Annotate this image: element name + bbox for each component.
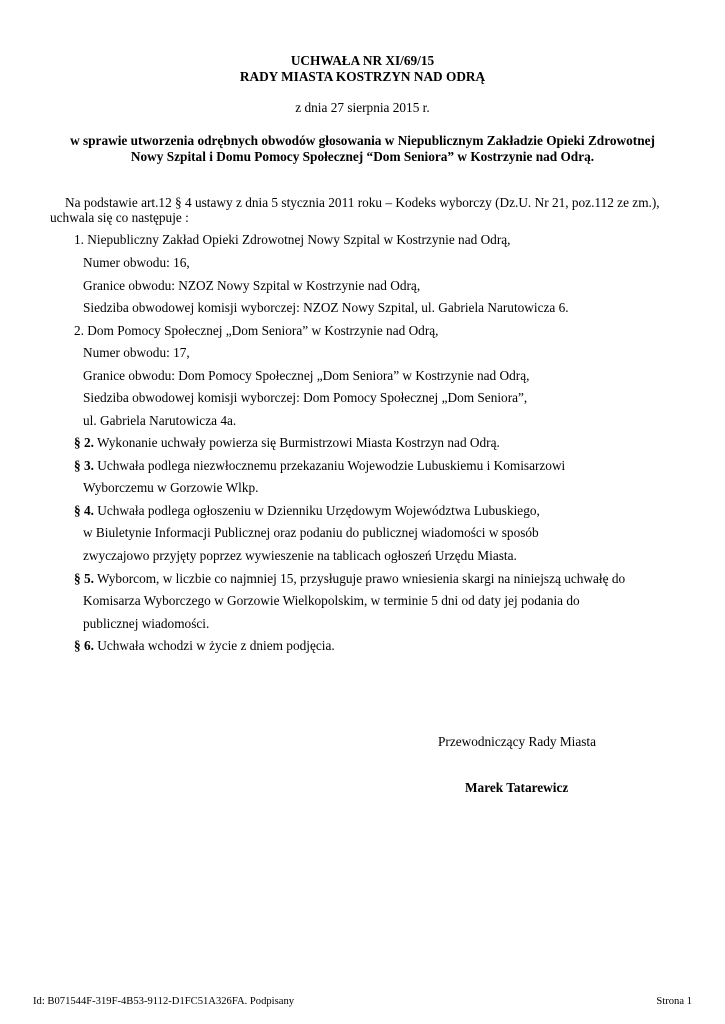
section-5 xyxy=(74,571,625,587)
section-2 xyxy=(74,435,500,451)
section-3-label: § 3. xyxy=(74,458,94,473)
section-3 xyxy=(74,458,565,474)
signatory-name: Marek Tatarewicz xyxy=(465,780,569,795)
item-1-number: Numer obwodu: 16, xyxy=(83,255,190,270)
item-1-boundaries: Granice obwodu: NZOZ Nowy Szpital w Kostrzynie nad Odrą, xyxy=(83,278,421,293)
item-2-name: 2. Dom Pomocy Społecznej „Dom Seniora” w Kostrzynie nad Odrą, xyxy=(74,323,439,338)
section-6-text: Uchwała wchodzi w życie z dniem podjęcia. xyxy=(93,638,335,653)
section-4 xyxy=(74,503,540,519)
subject-line-1: w sprawie utworzenia odrębnych obwodów głosowania w Niepublicznym Zakładzie Opieki Zdrowotnej xyxy=(70,133,655,148)
subject-line-2: Nowy Szpital i Domu Pomocy Społecznej “Dom Seniora” w Kostrzynie nad Odrą. xyxy=(130,149,595,164)
item-1-seat: Siedziba obwodowej komisji wyborczej: NZOZ Nowy Szpital, ul. Gabriela Narutowicza 6. xyxy=(83,300,569,315)
intro-line-1: Na podstawie art.12 § 4 ustawy z dnia 5 stycznia 2011 roku – Kodeks wyborczy (Dz.U. Nr 21, poz.112 ze zm.), xyxy=(65,195,660,210)
section-5-cont-1: Komisarza Wyborczego w Gorzowie Wielkopolskim, w terminie 5 dni od daty jej podania do xyxy=(83,593,580,608)
section-6-label: § 6. xyxy=(74,638,94,653)
section-4-label: § 4. xyxy=(74,503,94,518)
section-4-text: Uchwała podlega ogłoszeniu w Dzienniku Urzędowym Województwa Lubuskiego, xyxy=(93,503,540,518)
item-2-seat: Siedziba obwodowej komisji wyborczej: Dom Pomocy Społecznej „Dom Seniora”, xyxy=(83,390,528,405)
signatory-role: Przewodniczący Rady Miasta xyxy=(438,734,597,749)
council-name: RADY MIASTA KOSTRZYN NAD ODRĄ xyxy=(239,69,486,84)
section-3-text: Uchwała podlega niezwłocznemu przekazaniu Wojewodzie Lubuskiemu i Komisarzowi xyxy=(93,458,566,473)
section-4-cont-2: zwyczajowo przyjęty poprzez wywieszenie na tablicach ogłoszeń Urzędu Miasta. xyxy=(83,548,517,563)
item-2-address: ul. Gabriela Narutowicza 4a. xyxy=(83,413,237,428)
document-id: Id: B071544F-319F-4B53-9112-D1FC51A326FA. Podpisany xyxy=(33,996,295,1007)
section-4-cont-1: w Biuletynie Informacji Publicznej oraz podaniu do publicznej wiadomości w sposób xyxy=(83,525,539,540)
section-5-label: § 5. xyxy=(74,571,94,586)
page-number: Strona 1 xyxy=(656,996,692,1007)
section-3-cont: Wyborczemu w Gorzowie Wlkp. xyxy=(83,480,259,495)
section-2-text: Wykonanie uchwały powierza się Burmistrzowi Miasta Kostrzyn nad Odrą. xyxy=(93,435,500,450)
item-1-name: 1. Niepubliczny Zakład Opieki Zdrowotnej Nowy Szpital w Kostrzynie nad Odrą, xyxy=(74,232,511,247)
intro-line-2: uchwala się co następuje : xyxy=(50,210,189,225)
item-2-number: Numer obwodu: 17, xyxy=(83,345,190,360)
resolution-number: UCHWAŁA NR XI/69/15 xyxy=(290,53,435,68)
section-6 xyxy=(74,638,335,654)
item-2-boundaries: Granice obwodu: Dom Pomocy Społecznej „Dom Seniora” w Kostrzynie nad Odrą, xyxy=(83,368,530,383)
section-5-text: Wyborcom, w liczbie co najmniej 15, przysługuje prawo wniesienia skargi na niniejszą uchwałę do xyxy=(93,571,626,586)
section-5-cont-2: publicznej wiadomości. xyxy=(83,616,210,631)
section-2-label: § 2. xyxy=(74,435,94,450)
resolution-date: z dnia 27 sierpnia 2015 r. xyxy=(295,100,430,115)
